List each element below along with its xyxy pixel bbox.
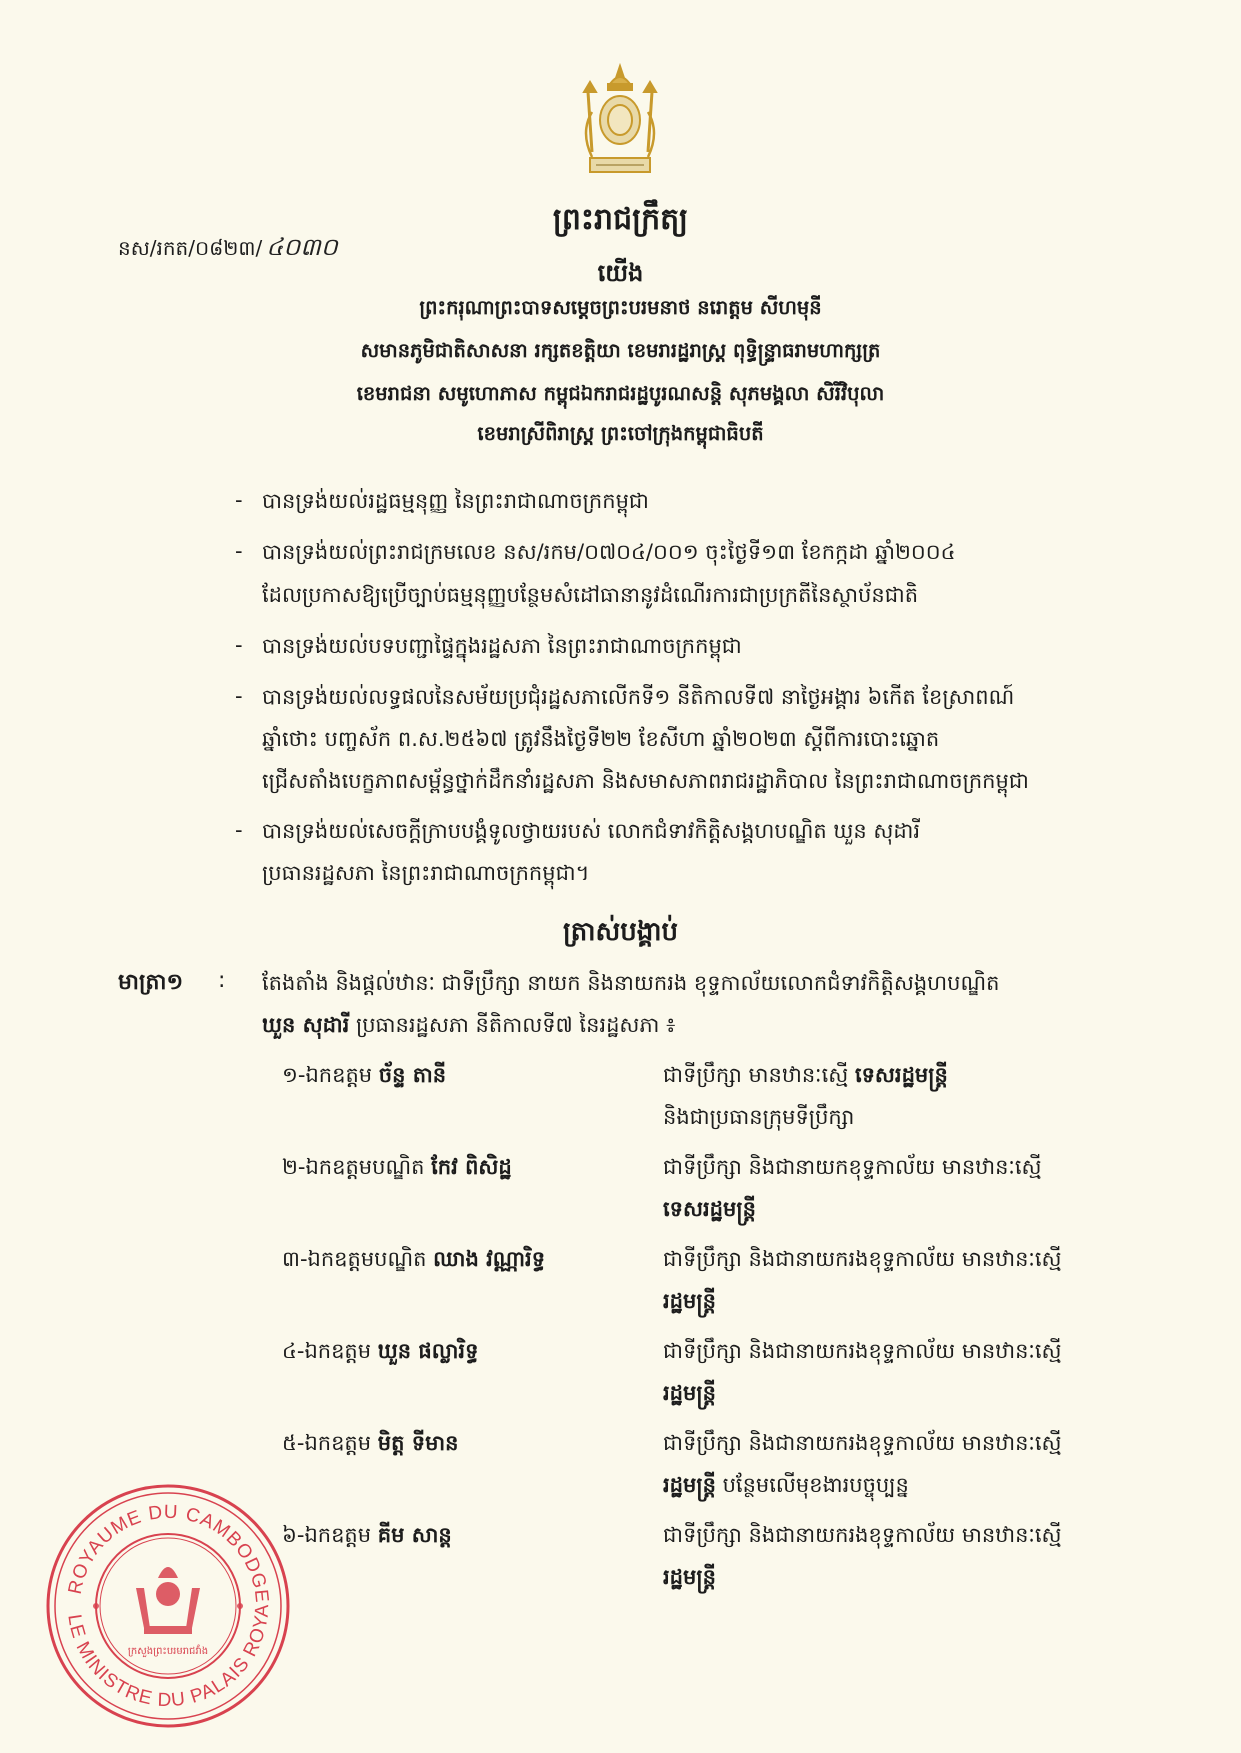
role-text: ជាទីប្រឹក្សា និងជានាយករងខុទ្ទកាល័យ មានឋានៈស្មើ [663, 1247, 1062, 1271]
royal-title-line-2: សមានភូមិជាតិសាសនា រក្សតខត្តិយា ខេមរារដ្ឋរាស្ត្រ ពុទ្ធិន្ទ្រាធរាមហាក្សត្រ [360, 339, 881, 362]
royal-title-line-1: ព្រះករុណាព្រះបាទសម្តេចព្រះបរមនាថ នរោត្តម សីហមុនី [419, 296, 822, 319]
appointee-role [663, 1104, 854, 1135]
appointee-role [663, 1522, 1062, 1553]
role-text: ជាទីប្រឹក្សា មានឋានៈស្មើ [663, 1063, 855, 1087]
role-rank: ទេសរដ្ឋមន្ត្រី [854, 1063, 948, 1087]
appointee-name [282, 1246, 545, 1277]
appointee-role [663, 1472, 909, 1503]
appointee-name [282, 1154, 512, 1185]
appointee-role [663, 1196, 756, 1227]
role-text: ជាទីប្រឹក្សា និងជានាយករងខុទ្ទកាល័យ មានឋានៈស្មើ [663, 1523, 1062, 1547]
ordain-heading: ត្រាស់បង្គាប់ [562, 917, 679, 947]
article-colon: : [218, 968, 226, 993]
appointee-fullname: កែវ ពិសិដ្ឋ [431, 1155, 512, 1179]
bullet-dash: - [235, 539, 243, 563]
preamble-line: បានទ្រង់យល់សេចក្តីក្រាបបង្គំទូលថ្វាយរបស់ លោកជំទាវកិត្តិសង្គហបណ្ឌិត ឃួន សុដារី [262, 819, 921, 843]
preamble-line: បានទ្រង់យល់ព្រះរាជក្រមលេខ នស/រកម/០៧០៤/០០១ ចុះថ្ងៃទី១៣ ខែកក្កដា ឆ្នាំ២០០៤ [262, 540, 956, 564]
appointee-fullname: ច័ន្ទ តានី [378, 1063, 447, 1087]
appointee-prefix: ១-ឯកឧត្តម [282, 1063, 379, 1087]
preamble-line: ជ្រើសតាំងបេក្ខភាពសម្ព័ន្ធថ្នាក់ដឹកនាំរដ្ឋសភា និងសមាសភាពរាជរដ្ឋាភិបាល នៃព្រះរាជាណាចក្រកម្ពុជា [262, 769, 1029, 793]
preamble-line: បានទ្រង់យល់រដ្ឋធម្មនុញ្ញ នៃព្រះរាជាណាចក្រកម្ពុជា [262, 489, 649, 513]
appointee-fullname: ឃួន ផល្លារិទ្ធ [377, 1339, 479, 1363]
preamble-line: បានទ្រង់យល់បទបញ្ជាផ្ទៃក្នុងរដ្ឋសភា នៃព្រះរាជាណាចក្រកម្ពុជា [262, 634, 742, 658]
svg-text:ROYAUME DU CAMBODGE: ROYAUME DU CAMBODGE [64, 1501, 273, 1605]
role-text: បន្ថែមលើមុខងារបច្ចុប្បន្ន [715, 1473, 909, 1497]
appointee-role [663, 1430, 1062, 1461]
appointee-fullname: គីម សាន្ត [377, 1523, 452, 1547]
role-text: ជាទីប្រឹក្សា និងជានាយកខុទ្ទកាល័យ មានឋានៈស្មើ [663, 1155, 1042, 1179]
royal-emblem-icon [570, 62, 670, 182]
appointee-name [282, 1338, 478, 1369]
reference-number-handwritten: ៤០៣០ [266, 233, 338, 261]
royal-palace-seal-icon [40, 1478, 296, 1734]
svg-text:LE MINISTRE DU PALAIS ROYAL: LE MINISTRE DU PALAIS ROYA [63, 1603, 274, 1712]
appointee-name [282, 1522, 452, 1553]
royal-title-line-4: ខេមរាស្រីពិរាស្ត្រ ព្រះចៅក្រុងកម្ពុជាធិបតី [477, 422, 764, 445]
preamble-line: ដែលប្រកាសឱ្យប្រើច្បាប់ធម្មនុញ្ញបន្ថែមសំដៅធានានូវដំណើរការជាប្រក្រតីនៃស្ថាប័នជាតិ [262, 583, 919, 607]
appointee-fullname: មិត្ត ទីមាន [377, 1431, 459, 1455]
appointee-name [282, 1430, 458, 1461]
article-text [262, 1012, 675, 1043]
preamble-line: បានទ្រង់យល់លទ្ធផលនៃសម័យប្រជុំរដ្ឋសភាលើកទី១ នីតិកាលទី៧ នាថ្ងៃអង្គារ ៦កើត ខែស្រាពណ៍ [262, 685, 1015, 709]
article-text: តែងតាំង និងផ្តល់ឋានៈ ជាទីប្រឹក្សា នាយក និងនាយករង ខុទ្ទកាល័យលោកជំទាវកិត្តិសង្គហបណ្ឌិត [262, 971, 1000, 995]
article-name: ឃួន សុដារី [262, 1013, 350, 1037]
preamble-line: ប្រធានរដ្ឋសភា នៃព្រះរាជាណាចក្រកម្ពុជា។ [262, 861, 590, 885]
role-text: ជាទីប្រឹក្សា និងជានាយករងខុទ្ទកាល័យ មានឋានៈស្មើ [663, 1339, 1062, 1363]
bullet-dash: - [235, 488, 243, 512]
role-rank: រដ្ឋមន្ត្រី [663, 1289, 716, 1313]
appointee-prefix: ៦-ឯកឧត្តម [282, 1523, 378, 1547]
role-text: និងជាប្រធានក្រុមទីប្រឹក្សា [663, 1105, 855, 1129]
role-rank: ទេសរដ្ឋមន្ត្រី [663, 1197, 756, 1221]
bullet-dash: - [235, 633, 243, 657]
article-text-rest: ប្រធានរដ្ឋសភា នីតិកាលទី៧ នៃរដ្ឋសភា ៖ [349, 1013, 676, 1037]
role-rank: រដ្ឋមន្ត្រី [663, 1473, 716, 1497]
role-rank: រដ្ឋមន្ត្រី [663, 1565, 716, 1589]
role-text: ជាទីប្រឹក្សា និងជានាយករងខុទ្ទកាល័យ មានឋានៈស្មើ [663, 1431, 1062, 1455]
appointee-fullname: ឈាង វណ្ណារិទ្ធ [433, 1247, 546, 1271]
appointee-role [663, 1380, 716, 1411]
royal-title-line-3: ខេមរាជនា សមូហោភាស កម្ពុជឯករាជរដ្ឋបូរណសន្តិ សុភមង្គលា សិរីវិបុលា [356, 382, 885, 405]
preamble-line: ឆ្នាំថោះ បញ្ចស័ក ព.ស.២៥៦៧ ត្រូវនឹងថ្ងៃទី២២ ខែសីហា ឆ្នាំ២០២៣ ស្តីពីការបោះឆ្នោត [262, 727, 940, 751]
appointee-role [663, 1154, 1042, 1185]
appointee-role [663, 1564, 716, 1595]
svg-text:ក្រសួងព្រះបរមរាជវាំង: ក្រសួងព្រះបរមរាជវាំង [127, 1646, 209, 1657]
appointee-role [663, 1062, 948, 1093]
appointee-role [663, 1246, 1062, 1277]
bullet-dash: - [235, 818, 243, 842]
appointee-prefix: ២-ឯកឧត្តមបណ្ឌិត [282, 1155, 432, 1179]
we-heading: យើង [597, 259, 644, 287]
reference-number-printed: នស/រកត/០៨២៣/ [118, 236, 263, 260]
appointee-role [663, 1288, 716, 1319]
appointee-role [663, 1338, 1062, 1369]
decree-title: ព្រះរាជក្រឹត្យ [552, 202, 689, 237]
bullet-dash: - [235, 684, 243, 708]
appointee-prefix: ៣-ឯកឧត្តមបណ្ឌិត [282, 1247, 434, 1271]
appointee-prefix: ៥-ឯកឧត្តម [282, 1431, 378, 1455]
appointee-prefix: ៤-ឯកឧត្តម [282, 1339, 378, 1363]
appointee-name [282, 1062, 446, 1093]
role-rank: រដ្ឋមន្ត្រី [663, 1381, 716, 1405]
article-label: មាត្រា១ [118, 970, 184, 995]
